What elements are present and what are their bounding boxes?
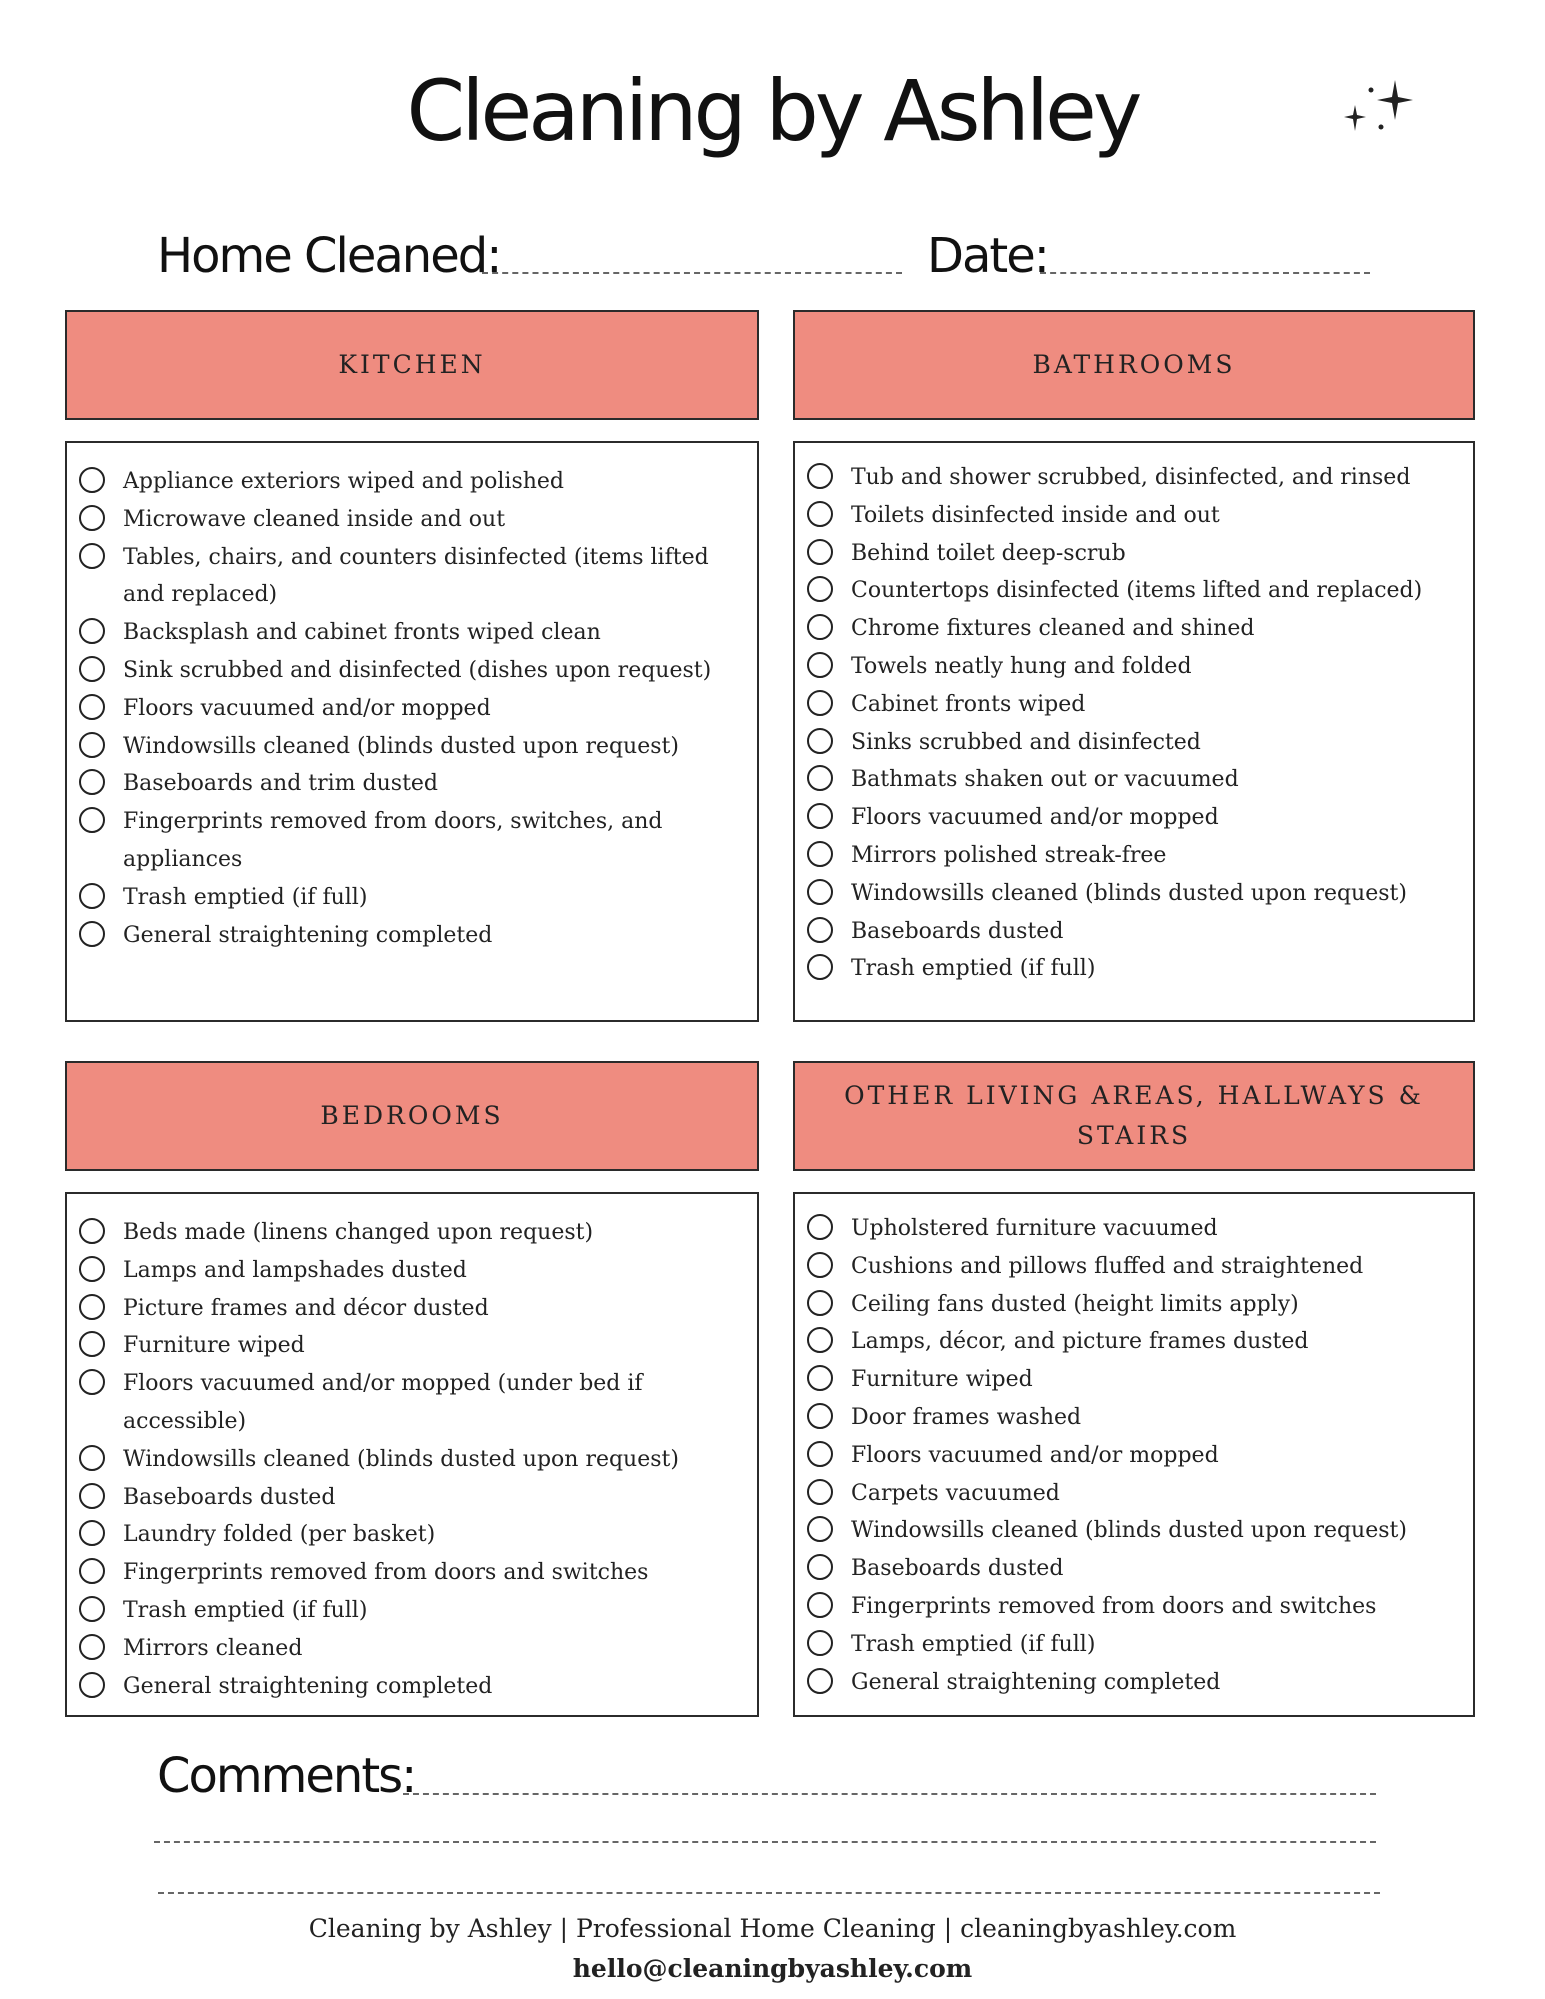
checklist-item	[79, 1479, 749, 1517]
checklist-item-label: Baseboards dusted	[851, 918, 1064, 944]
checkbox-circle[interactable]	[79, 1294, 105, 1320]
checklist-item	[807, 913, 1465, 951]
checkbox-circle[interactable]	[79, 1369, 105, 1395]
checklist-item-label: Appliance exteriors wiped and polished	[123, 469, 564, 494]
checklist-item	[807, 1437, 1465, 1475]
checklist-item-label: Sink scrubbed and disinfected (dishes upon request)	[123, 657, 712, 683]
checkbox-circle[interactable]	[807, 1516, 833, 1542]
checklist-item-label: Towels neatly hung and folded	[851, 653, 1192, 679]
comments-line-1[interactable]	[403, 1793, 1376, 1795]
checklist-item	[79, 879, 749, 917]
checklist-item	[79, 1516, 749, 1554]
checklist-item-label: Backsplash and cabinet fronts wiped clean	[123, 620, 601, 646]
comments-line-3[interactable]	[158, 1892, 1380, 1894]
checklist-item	[807, 1588, 1465, 1626]
checklist-item-label: Fingerprints removed from doors and switches	[851, 1593, 1377, 1619]
checkbox-circle[interactable]	[807, 728, 833, 754]
checklist-item-label: Lamps, décor, and picture frames dusted	[851, 1329, 1309, 1355]
checkbox-circle[interactable]	[807, 1327, 833, 1353]
checklist-item	[807, 648, 1465, 686]
checkbox-circle[interactable]	[807, 1630, 833, 1656]
checkbox-circle[interactable]	[807, 690, 833, 716]
checklist-item	[79, 917, 749, 955]
checklist-item-label: Windowsills cleaned (blinds dusted upon request)	[123, 1446, 679, 1472]
checklist-item-label: Upholstered furniture vacuumed	[851, 1216, 1218, 1241]
checkbox-circle[interactable]	[807, 652, 833, 678]
checklist-item-label: Cushions and pillows fluffed and straightened	[851, 1253, 1364, 1279]
checklist-item-label: Sinks scrubbed and disinfected	[851, 729, 1201, 755]
checklist-item	[807, 1323, 1465, 1361]
checklist-item-label: Lamps and lampshades dusted	[123, 1257, 467, 1283]
checklist-item-label: Carpets vacuumed	[851, 1480, 1060, 1506]
bathrooms-checklist-box	[793, 441, 1475, 1022]
checklist-item	[807, 1399, 1465, 1437]
checklist-item-label: Tables, chairs, and counters disinfected (items lifted and replaced)	[123, 544, 709, 608]
date-field[interactable]	[1040, 272, 1370, 274]
checkbox-circle[interactable]	[807, 539, 833, 565]
date-label: Date:	[927, 228, 1048, 284]
checklist-item-label: Cabinet fronts wiped	[851, 691, 1086, 717]
checklist-item	[807, 1286, 1465, 1324]
checkbox-circle[interactable]	[79, 1218, 105, 1244]
checklist-item-label: Picture frames and décor dusted	[123, 1295, 489, 1321]
checklist-item-label: Windowsills cleaned (blinds dusted upon request)	[851, 1518, 1407, 1544]
checklist-item	[807, 497, 1465, 535]
checkbox-circle[interactable]	[79, 1331, 105, 1357]
kitchen-checklist-box	[65, 441, 759, 1022]
checkbox-circle[interactable]	[79, 656, 105, 682]
sparkles-icon	[1335, 75, 1425, 145]
checklist-item-label: General straightening completed	[123, 1673, 493, 1699]
checkbox-circle[interactable]	[79, 807, 105, 833]
checklist-item	[807, 837, 1465, 875]
other-areas-checklist	[807, 1210, 1465, 1701]
checkbox-circle[interactable]	[807, 917, 833, 943]
home-cleaned-label: Home Cleaned:	[157, 228, 501, 284]
checkbox-circle[interactable]	[807, 954, 833, 980]
checkbox-circle[interactable]	[79, 694, 105, 720]
checklist-item	[807, 1664, 1465, 1702]
checklist-item	[807, 799, 1465, 837]
other-areas-header: OTHER LIVING AREAS, HALLWAYS & STAIRS	[793, 1061, 1475, 1171]
checkbox-circle[interactable]	[79, 1445, 105, 1471]
checklist-item-label: Mirrors polished streak-free	[851, 842, 1167, 868]
checklist-item	[807, 535, 1465, 573]
bedrooms-header: BEDROOMS	[65, 1061, 759, 1171]
checkbox-circle[interactable]	[79, 1256, 105, 1282]
kitchen-header: KITCHEN	[65, 310, 759, 420]
checkbox-circle[interactable]	[79, 1634, 105, 1660]
checkbox-circle[interactable]	[807, 765, 833, 791]
checklist-item-label: Chrome fixtures cleaned and shined	[851, 616, 1255, 642]
checklist-item-label: Trash emptied (if full)	[851, 956, 1096, 982]
other-areas-checklist-box	[793, 1192, 1475, 1717]
comments-line-2[interactable]	[154, 1841, 1376, 1843]
checklist-item-label: Mirrors cleaned	[123, 1635, 303, 1661]
checklist-item-label: Bathmats shaken out or vacuumed	[851, 767, 1239, 793]
checkbox-circle[interactable]	[79, 1520, 105, 1546]
checkbox-circle[interactable]	[79, 921, 105, 947]
checklist-item-label: Countertops disinfected (items lifted and replaced)	[851, 578, 1423, 604]
checklist-item-label: Furniture wiped	[851, 1367, 1033, 1393]
checklist-item	[807, 1475, 1465, 1513]
checklist-item-label: Trash emptied (if full)	[123, 884, 368, 910]
home-cleaned-field[interactable]	[482, 272, 902, 274]
checkbox-circle[interactable]	[807, 1403, 833, 1429]
checkbox-circle[interactable]	[79, 883, 105, 909]
page-title: Cleaning by Ashley	[406, 62, 1139, 160]
checklist-item	[79, 614, 749, 652]
checklist-item-label: Floors vacuumed and/or mopped	[851, 1442, 1219, 1468]
checkbox-circle[interactable]	[807, 1252, 833, 1278]
checklist-item	[807, 761, 1465, 799]
checkbox-circle[interactable]	[807, 1668, 833, 1694]
checklist-item	[807, 572, 1465, 610]
bathrooms-header: BATHROOMS	[793, 310, 1475, 420]
checkbox-circle[interactable]	[807, 501, 833, 527]
checkbox-circle[interactable]	[807, 841, 833, 867]
checklist-item-label: Baseboards dusted	[851, 1556, 1064, 1582]
checkbox-circle[interactable]	[79, 505, 105, 531]
checklist-item-label: Tub and shower scrubbed, disinfected, and rinsed	[851, 465, 1411, 490]
footer-email: hello@cleaningbyashley.com	[572, 1954, 973, 1983]
checkbox-circle[interactable]	[79, 1596, 105, 1622]
bathrooms-checklist	[807, 459, 1465, 988]
checklist-item	[79, 1252, 749, 1290]
checklist-item-label: Laundry folded (per basket)	[123, 1522, 436, 1548]
checklist-item	[79, 1668, 749, 1706]
checklist-item-label: Beds made (linens changed upon request)	[123, 1220, 594, 1245]
bedrooms-checklist-box	[65, 1192, 759, 1717]
checklist-item-label: Floors vacuumed and/or mopped	[851, 805, 1219, 831]
checkbox-circle[interactable]	[79, 732, 105, 758]
checklist-item	[807, 1361, 1465, 1399]
checkbox-circle[interactable]	[79, 1672, 105, 1698]
checklist-item	[807, 1550, 1465, 1588]
footer-tagline: Cleaning by Ashley | Professional Home Cleaning | cleaningbyashley.com	[308, 1914, 1237, 1943]
checkbox-circle[interactable]	[79, 467, 105, 493]
checklist-item	[79, 539, 749, 615]
checkbox-circle[interactable]	[79, 769, 105, 795]
checklist-item	[79, 1630, 749, 1668]
checkbox-circle[interactable]	[807, 1365, 833, 1391]
checklist-item-label: Floors vacuumed and/or mopped	[123, 695, 491, 721]
checklist-item-label: Fingerprints removed from doors, switches, and appliances	[123, 809, 663, 872]
checklist-item-label: Trash emptied (if full)	[851, 1631, 1096, 1657]
checklist-item	[79, 652, 749, 690]
checkbox-circle[interactable]	[807, 614, 833, 640]
bedrooms-checklist	[79, 1214, 749, 1705]
checklist-item-label: Microwave cleaned inside and out	[123, 506, 506, 532]
checklist-item-label: Behind toilet deep-scrub	[851, 540, 1126, 566]
checklist-item-label: General straightening completed	[123, 922, 493, 948]
checklist-item	[79, 1214, 749, 1252]
checkbox-circle[interactable]	[79, 618, 105, 644]
checklist-item	[807, 724, 1465, 762]
checkbox-circle[interactable]	[807, 576, 833, 602]
checklist-item	[807, 1248, 1465, 1286]
checklist-item	[79, 1327, 749, 1365]
checklist-item	[79, 1441, 749, 1479]
checkbox-circle[interactable]	[807, 879, 833, 905]
checklist-item	[807, 1626, 1465, 1664]
checklist-item-label: Windowsills cleaned (blinds dusted upon request)	[123, 733, 679, 759]
checklist-item	[79, 1365, 749, 1441]
checklist-item-label: Ceiling fans dusted (height limits apply)	[851, 1291, 1299, 1317]
checkbox-circle[interactable]	[79, 1558, 105, 1584]
checklist-item	[79, 728, 749, 766]
checklist-item	[807, 1512, 1465, 1550]
checklist-item	[79, 1554, 749, 1592]
checkbox-circle[interactable]	[79, 543, 105, 569]
checkbox-circle[interactable]	[79, 1483, 105, 1509]
checklist-item	[79, 1592, 749, 1630]
checklist-item	[807, 1210, 1465, 1248]
checklist-item	[79, 463, 749, 501]
checklist-item-label: Windowsills cleaned (blinds dusted upon request)	[851, 880, 1407, 906]
checklist-item	[79, 501, 749, 539]
checklist-item-label: Floors vacuumed and/or mopped (under bed if accessible)	[123, 1371, 643, 1434]
checkbox-circle[interactable]	[807, 1441, 833, 1467]
checklist-item-label: Baseboards and trim dusted	[123, 771, 439, 797]
checklist-item-label: Baseboards dusted	[123, 1484, 336, 1510]
checklist-item	[79, 690, 749, 728]
checkbox-circle[interactable]	[807, 803, 833, 829]
checkbox-circle[interactable]	[807, 1479, 833, 1505]
checklist-item-label: Fingerprints removed from doors and switches	[123, 1560, 649, 1586]
checkbox-circle[interactable]	[807, 1290, 833, 1316]
checklist-item	[807, 459, 1465, 497]
comments-label: Comments:	[157, 1748, 416, 1804]
kitchen-checklist	[79, 463, 749, 954]
checkbox-circle[interactable]	[807, 1554, 833, 1580]
checklist-item	[807, 610, 1465, 648]
checklist-item	[79, 765, 749, 803]
checklist-item-label: Door frames washed	[851, 1404, 1082, 1430]
checkbox-circle[interactable]	[807, 1592, 833, 1618]
checkbox-circle[interactable]	[807, 1214, 833, 1240]
checklist-item-label: Furniture wiped	[123, 1333, 305, 1359]
checklist-item	[79, 803, 749, 879]
checklist-item	[79, 1290, 749, 1328]
checklist-item-label: General straightening completed	[851, 1669, 1221, 1695]
checklist-item	[807, 875, 1465, 913]
checklist-item	[807, 686, 1465, 724]
checkbox-circle[interactable]	[807, 463, 833, 489]
checklist-item-label: Toilets disinfected inside and out	[851, 502, 1220, 528]
checklist-item-label: Trash emptied (if full)	[123, 1597, 368, 1623]
checklist-item	[807, 950, 1465, 988]
